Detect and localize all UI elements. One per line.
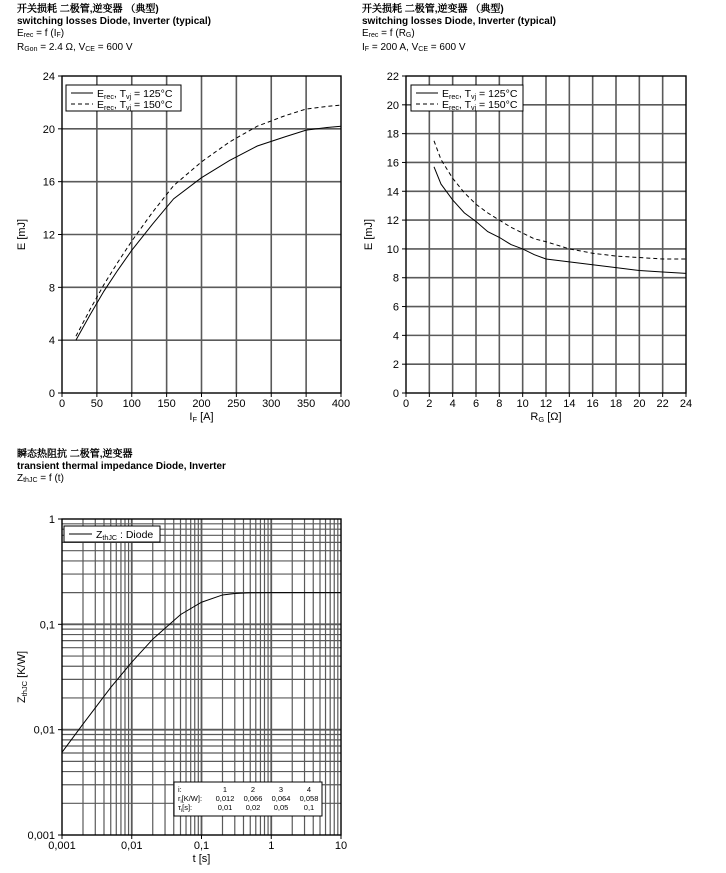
chart2-y-tick-label: 8 <box>392 272 399 285</box>
chart2-y-tick-label: 12 <box>386 215 399 228</box>
chart2-x-tick-label: 22 <box>656 398 669 410</box>
chart2-legend-label-1: Erec, Tvj = 125°C <box>442 88 518 101</box>
chart1-x-tick-label: 250 <box>227 398 246 410</box>
chart1-y-tick-label: 12 <box>42 229 55 242</box>
chart1-function: $E_{rec} = f$ $(I_F)$ <box>17 28 65 39</box>
chart1-title-cn: 开关损耗 二极管,逆变器 （典型) <box>17 4 159 15</box>
chart3-y-tick-label: 0,01 <box>33 724 55 737</box>
chart3-function: $Z_{thJC} = f$ (t) <box>17 473 64 484</box>
chart3-table-header-cell: 1 <box>222 785 228 794</box>
chart2-x-tick-label: 0 <box>402 398 410 410</box>
chart2-x-tick-label: 14 <box>563 398 576 410</box>
chart2-legend-label-2: Erec, Tvj = 150°C <box>442 99 518 112</box>
chart3-table-header-cell: 2 <box>250 785 256 794</box>
chart3-y-axis-label: ZthJC [K/W] <box>16 650 29 704</box>
chart3-table-cell: 0,1 <box>303 803 315 812</box>
chart2 <box>363 71 692 424</box>
chart2-y-tick-label: 22 <box>386 71 399 83</box>
chart2-x-tick-label: 10 <box>516 398 529 410</box>
chart1-x-tick-label: 300 <box>262 398 281 410</box>
chart3-x-axis-label: t [s] <box>192 853 211 865</box>
chart3-table-cell: 0,01 <box>217 803 233 812</box>
chart3-x-tick-label: 0,001 <box>48 840 76 852</box>
chart3-table-row-label: $r_i[K/W]$: <box>178 794 203 805</box>
chart2-y-tick-label: 2 <box>392 359 399 372</box>
chart3-y-tick-label: 0,1 <box>39 619 55 632</box>
chart2-function: $E_{rec} = f$ $(R_G)$ <box>362 28 415 39</box>
chart3-title-en: transient thermal impedance Diode, Inverter <box>17 461 226 472</box>
chart2-y-tick-label: 20 <box>386 99 399 112</box>
chart2-x-tick-label: 4 <box>449 398 456 410</box>
chart3-table-cell: 0,064 <box>271 794 291 803</box>
chart3-table-header-cell: 4 <box>306 785 312 794</box>
chart2-title-cn: 开关损耗 二极管,逆变器 （典型) <box>362 4 504 15</box>
chart1 <box>16 71 350 424</box>
chart1-y-tick-label: 24 <box>42 71 55 83</box>
chart2-y-tick-label: 18 <box>386 128 399 141</box>
chart2-y-tick-label: 6 <box>392 301 399 314</box>
chart1-conditions: $R_{Gon} = 2.4$ Ω, $V_{CE} = 600$ V <box>17 42 133 53</box>
chart2-x-tick-label: 16 <box>586 398 599 410</box>
chart3-title-cn: 瞬态热阻抗 二极管,逆变器 <box>17 449 133 460</box>
chart1-x-tick-label: 150 <box>157 398 176 410</box>
chart3-table-cell: 0,02 <box>245 803 261 812</box>
chart3-legend-label-1: ZthJC : Diode <box>96 529 154 542</box>
chart3-table-cell: 0,05 <box>273 803 289 812</box>
chart2-title-en: switching losses Diode, Inverter (typical) <box>362 16 556 27</box>
chart1-x-tick-label: 100 <box>122 398 141 410</box>
chart1-x-tick-label: 200 <box>192 398 211 410</box>
chart2-x-tick-label: 8 <box>496 398 503 410</box>
chart3-table-cell: 0,058 <box>299 794 319 803</box>
chart2-y-tick-label: 16 <box>386 157 399 170</box>
chart3-table-cell: 0,012 <box>215 794 235 803</box>
chart3-table-header-cell: i: <box>178 785 182 794</box>
chart1-x-tick-label: 50 <box>90 398 103 410</box>
chart1-x-tick-label: 400 <box>331 398 351 410</box>
chart2-y-tick-label: 10 <box>386 243 399 256</box>
chart1-y-tick-label: 0 <box>48 388 55 400</box>
chart1-y-tick-label: 8 <box>48 282 55 295</box>
chart2-x-tick-label: 20 <box>633 398 646 410</box>
chart2-x-tick-label: 2 <box>426 398 433 410</box>
chart3-x-tick-label: 0,1 <box>193 840 210 852</box>
chart3-y-tick-label: 1 <box>48 514 55 526</box>
chart2-x-axis-label: RG [Ω] <box>530 411 562 424</box>
chart2-y-tick-label: 14 <box>386 186 399 199</box>
chart1-y-tick-label: 20 <box>42 123 55 136</box>
chart1-title-en: switching losses Diode, Inverter (typical) <box>17 16 211 27</box>
chart3-table-cell: 0,066 <box>243 794 263 803</box>
chart2-x-tick-label: 24 <box>679 398 693 410</box>
chart1-x-tick-label: 0 <box>58 398 66 410</box>
chart1-y-tick-label: 4 <box>48 335 55 348</box>
chart2-x-tick-label: 6 <box>472 398 480 410</box>
chart2-y-tick-label: 4 <box>392 330 399 343</box>
chart3-x-tick-label: 0,01 <box>121 840 143 852</box>
chart3-table-row-label: $\tau_i[s]$: <box>178 803 193 814</box>
chart1-legend-label-1: Erec, Tvj = 125°C <box>97 88 173 101</box>
chart2-x-tick-label: 18 <box>609 398 623 410</box>
chart1-y-axis-label: E [mJ] <box>16 218 28 251</box>
chart3-x-tick-label: 1 <box>268 840 275 852</box>
chart2-y-axis-label: E [mJ] <box>363 218 375 251</box>
chart1-legend-label-2: Erec, Tvj = 150°C <box>97 99 173 112</box>
chart3 <box>16 514 347 865</box>
chart2-y-tick-label: 0 <box>392 388 399 400</box>
chart2-x-tick-label: 12 <box>539 398 553 410</box>
chart3-y-tick-label: 0,001 <box>27 830 55 842</box>
chart3-table-header-cell: 3 <box>278 785 284 794</box>
chart1-y-tick-label: 16 <box>42 176 55 189</box>
chart1-x-tick-label: 350 <box>296 398 316 410</box>
chart3-x-tick-label: 10 <box>334 840 348 852</box>
chart2-conditions: $I_F = 200$ A, $V_{CE} = 600$ V <box>362 42 466 53</box>
chart1-x-axis-label: IF [A] <box>189 411 214 424</box>
